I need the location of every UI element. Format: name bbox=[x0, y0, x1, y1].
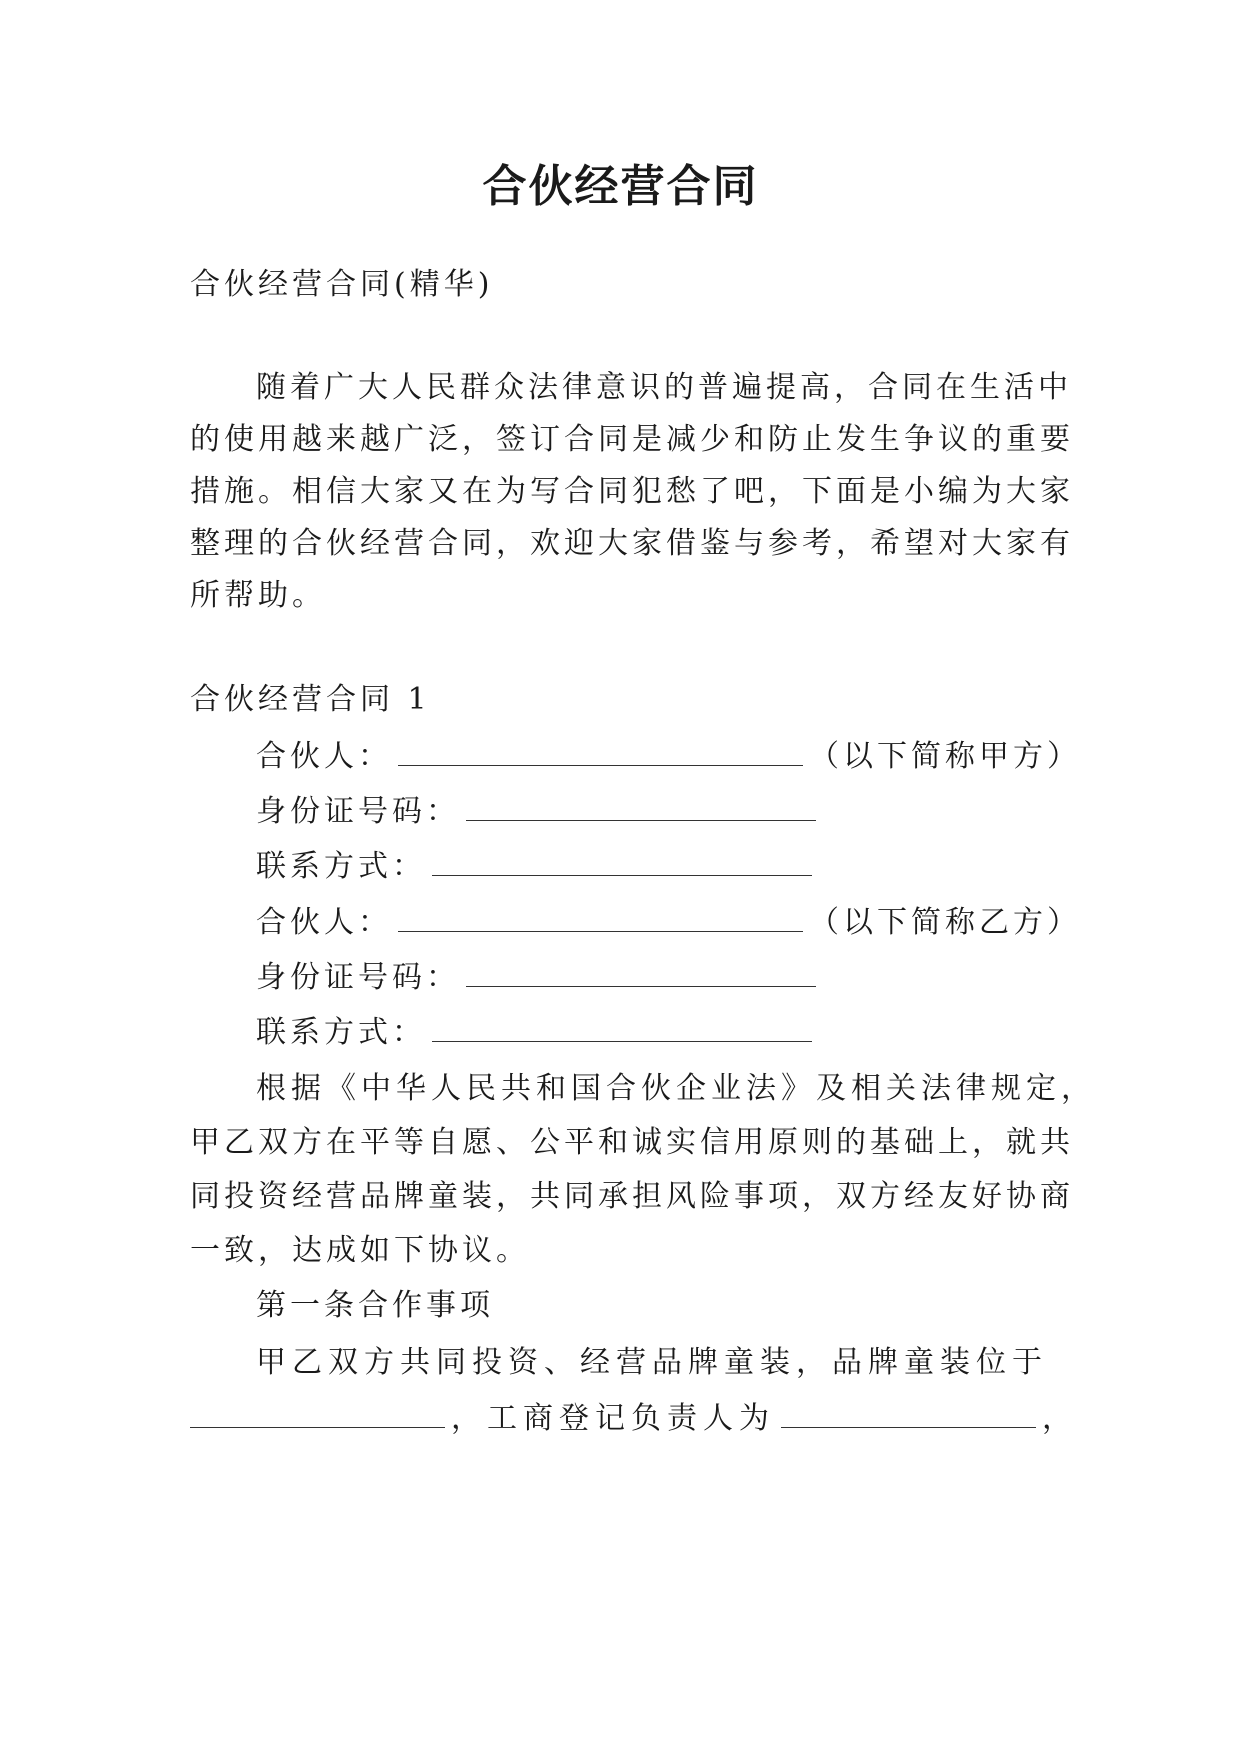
intro-line-5: 所帮助。 bbox=[190, 578, 326, 613]
section-heading: 合伙经营合同 1 bbox=[190, 682, 431, 717]
party-b-id-blank[interactable] bbox=[466, 964, 816, 987]
document-subtitle: 合伙经营合同(精华) bbox=[190, 267, 494, 302]
party-a-partner-row bbox=[256, 737, 1136, 777]
party-a-contact-blank[interactable] bbox=[432, 853, 812, 876]
article-1-line-2-mid: ，工商登记负责人为 bbox=[451, 1401, 775, 1436]
basis-line-2: 甲乙双方在平等自愿、公平和诚实信用原则的基础上，就共 bbox=[190, 1125, 1074, 1160]
party-b-partner-label: 合伙人： bbox=[256, 905, 392, 940]
intro-line-2: 的使用越来越广泛，签订合同是减少和防止发生争议的重要 bbox=[190, 422, 1074, 457]
party-b-contact-row bbox=[256, 1013, 1136, 1053]
basis-line-3: 同投资经营品牌童装，共同承担风险事项，双方经友好协商 bbox=[190, 1179, 1074, 1214]
registrant-blank[interactable] bbox=[781, 1405, 1036, 1428]
location-blank[interactable] bbox=[190, 1405, 445, 1428]
intro-line-1: 随着广大人民群众法律意识的普遍提高，合同在生活中 bbox=[256, 370, 1072, 405]
party-a-id-blank[interactable] bbox=[466, 798, 816, 821]
party-b-partner-blank[interactable] bbox=[398, 909, 803, 932]
party-a-partner-blank[interactable] bbox=[398, 743, 803, 766]
article-1-heading: 第一条合作事项 bbox=[256, 1288, 494, 1323]
article-1-line-1: 甲乙双方共同投资、经营品牌童装，品牌童装位于 bbox=[256, 1345, 1048, 1380]
intro-line-3: 措施。相信大家又在为写合同犯愁了吧，下面是小编为大家 bbox=[190, 474, 1074, 509]
party-b-id-label: 身份证号码： bbox=[256, 960, 460, 995]
party-a-id-row bbox=[256, 792, 1136, 832]
party-a-contact-row bbox=[256, 847, 1136, 887]
party-a-partner-label: 合伙人： bbox=[256, 739, 392, 774]
party-a-partner-note: （以下简称甲方） bbox=[809, 739, 1081, 774]
basis-line-1: 根据《中华人民共和国合伙企业法》及相关法律规定， bbox=[256, 1071, 1096, 1106]
intro-line-4: 整理的合伙经营合同，欢迎大家借鉴与参考，希望对大家有 bbox=[190, 526, 1074, 561]
party-b-id-row bbox=[256, 958, 1136, 998]
party-a-id-label: 身份证号码： bbox=[256, 794, 460, 829]
party-b-contact-label: 联系方式： bbox=[256, 1015, 426, 1050]
article-1-line-2-end: ， bbox=[1042, 1401, 1076, 1436]
party-b-partner-row bbox=[256, 903, 1136, 943]
basis-line-4: 一致，达成如下协议。 bbox=[190, 1233, 530, 1268]
article-1-line-2 bbox=[190, 1399, 1076, 1439]
party-b-partner-note: （以下简称乙方） bbox=[809, 905, 1081, 940]
party-b-contact-blank[interactable] bbox=[432, 1019, 812, 1042]
party-a-contact-label: 联系方式： bbox=[256, 849, 426, 884]
document-title: 合伙经营合同 bbox=[482, 161, 759, 212]
